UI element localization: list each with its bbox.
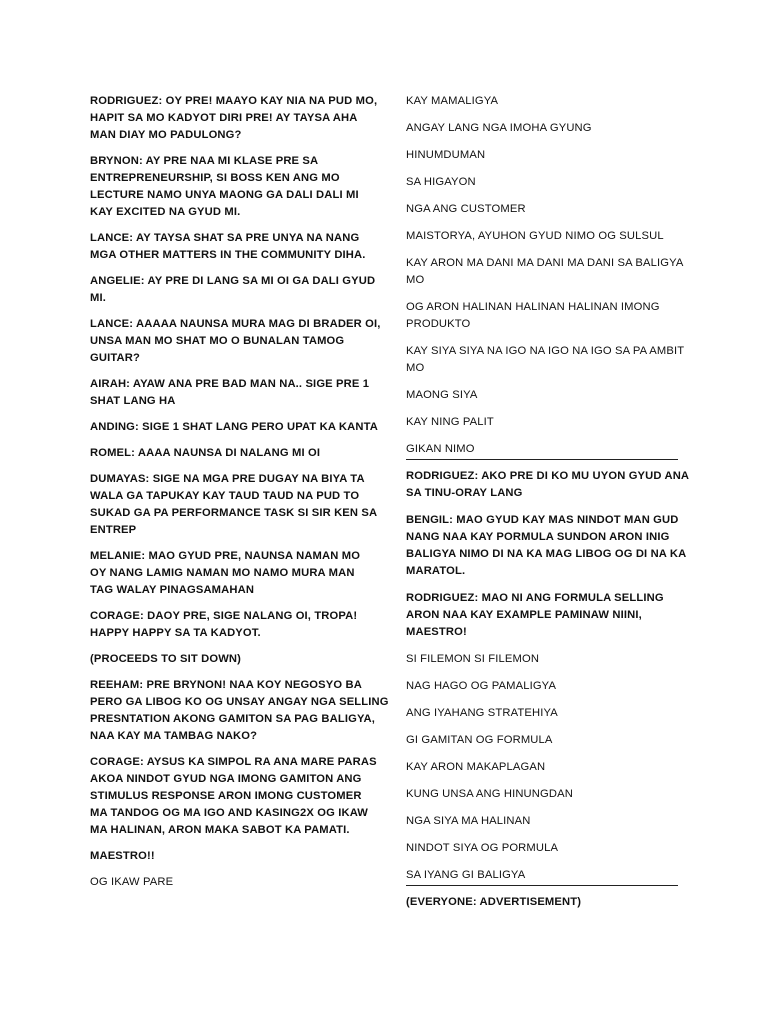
text-line: BENGIL: MAO GYUD KAY MAS NINDOT MAN GUD (406, 514, 679, 526)
text-line: AIRAH: AYAW ANA PRE BAD MAN NA.. SIGE PRE 1 (90, 378, 370, 390)
text-line: MELANIE: MAO GYUD PRE, NAUNSA NAMAN MO (90, 550, 361, 562)
right-lyric-line (406, 255, 684, 289)
text-line: LECTURE NAMO UNYA MAONG GA DALI DALI MI (90, 189, 359, 201)
text-line: ANG IYAHANG STRATEHIYA (406, 707, 558, 719)
text-line: RODRIGUEZ: AKO PRE DI KO MU UYON GYUD ANA (406, 470, 690, 482)
left-lyric-line (90, 874, 372, 891)
right-lyric-line (406, 786, 680, 803)
text-line: SA TINU-ORAY LANG (406, 487, 523, 499)
right-lyric-line (406, 651, 680, 668)
right-lyric-line (406, 201, 680, 218)
left-dialogue-line (90, 848, 372, 865)
left-dialogue-line (90, 651, 372, 668)
left-dialogue-line (90, 419, 379, 436)
text-line: ROMEL: AAAA NAUNSA DI NALANG MI OI (90, 447, 321, 459)
text-line: ENTREPRENEURSHIP, SI BOSS KEN ANG MO (90, 172, 340, 184)
text-line: HAPIT SA MO KADYOT DIRI PRE! AY TAYSA AHA (90, 112, 358, 124)
left-dialogue-line (90, 153, 372, 221)
right-lyric-line (406, 705, 680, 722)
left-dialogue-line (90, 754, 377, 839)
text-line: ANDING: SIGE 1 SHAT LANG PERO UPAT KA KANTA (90, 421, 379, 433)
text-line: BALIGYA NIMO DI NA KA MAG LIBOG OG DI NA KA (406, 548, 687, 560)
left-dialogue-line (90, 608, 372, 642)
text-line: KUNG UNSA ANG HINUNGDAN (406, 788, 573, 800)
text-line: AKOA NINDOT GYUD NGA IMONG GAMITON ANG (90, 773, 362, 785)
right-dialogue-line (406, 512, 687, 580)
right-lyric-line (406, 93, 680, 110)
text-line: NGA ANG CUSTOMER (406, 203, 526, 215)
text-line: GI GAMITAN OG FORMULA (406, 734, 553, 746)
right-lyric-line (406, 867, 678, 886)
text-line: WALA GA TAPUKAY KAY TAUD TAUD NA PUD TO (90, 490, 360, 502)
text-line: MA HALINAN, ARON MAKA SABOT KA PAMATI. (90, 824, 350, 836)
text-line: SUKAD GA PA PERFORMANCE TASK SI SIR KEN SA (90, 507, 378, 519)
text-line: MI. (90, 292, 106, 304)
right-lyric-line (406, 441, 678, 460)
text-line: ANGAY LANG NGA IMOHA GYUNG (406, 122, 592, 134)
text-line: NAG HAGO OG PAMALIGYA (406, 680, 557, 692)
text-line: MARATOL. (406, 565, 466, 577)
text-line: SHAT LANG HA (90, 395, 176, 407)
text-line: HINUMDUMAN (406, 149, 486, 161)
text-line: MGA OTHER MATTERS IN THE COMMUNITY DIHA. (90, 249, 366, 261)
text-line: PERO GA LIBOG KO OG UNSAY ANGAY NGA SELLING (90, 696, 389, 708)
text-line: DUMAYAS: SIGE NA MGA PRE DUGAY NA BIYA TA (90, 473, 365, 485)
text-line: OG ARON HALINAN HALINAN HALINAN IMONG (406, 301, 660, 313)
text-line: KAY EXCITED NA GYUD MI. (90, 206, 241, 218)
right-lyric-line (406, 759, 680, 776)
text-line: ANGELIE: AY PRE DI LANG SA MI OI GA DALI GYUD (90, 275, 376, 287)
text-line: MAONG SIYA (406, 389, 478, 401)
right-lyric-line (406, 678, 680, 695)
text-line: KAY NING PALIT (406, 416, 494, 428)
text-line: MO (406, 362, 425, 374)
text-line: UNSA MAN MO SHAT MO O BUNALAN TAMOG (90, 335, 345, 347)
left-dialogue-line (90, 93, 378, 144)
right-lyric-line (406, 299, 680, 333)
right-lyric-line (406, 228, 680, 245)
text-line: OY NANG LAMIG NAMAN MO NAMO MURA MAN (90, 567, 355, 579)
left-dialogue-line (90, 316, 381, 367)
text-line: CORAGE: AYSUS KA SIMPOL RA ANA MARE PARAS (90, 756, 377, 768)
text-line: RODRIGUEZ: MAO NI ANG FORMULA SELLING (406, 592, 664, 604)
text-line: ENTREP (90, 524, 137, 536)
text-line: MAN DIAY MO PADULONG? (90, 129, 242, 141)
text-line: RODRIGUEZ: OY PRE! MAAYO KAY NIA NA PUD MO, (90, 95, 378, 107)
text-line: LANCE: AY TAYSA SHAT SA PRE UNYA NA NANG (90, 232, 360, 244)
text-line: KAY SIYA SIYA NA IGO NA IGO NA IGO SA PA AMBIT (406, 345, 685, 357)
text-line: GIKAN NIMO (406, 443, 475, 455)
text-line: PRODUKTO (406, 318, 471, 330)
text-line: PRESNTATION AKONG GAMITON SA PAG BALIGYA, (90, 713, 376, 725)
right-dialogue-line (406, 590, 680, 641)
right-dialogue-line (406, 894, 680, 911)
right-dialogue-line (406, 468, 690, 502)
text-line: KAY ARON MA DANI MA DANI MA DANI SA BALIGYA (406, 257, 684, 269)
text-line: SI FILEMON SI FILEMON (406, 653, 540, 665)
right-lyric-line (406, 387, 680, 404)
left-dialogue-line (90, 548, 372, 599)
text-line: KAY ARON MAKAPLAGAN (406, 761, 546, 773)
text-line: (PROCEEDS TO SIT DOWN) (90, 653, 242, 665)
left-dialogue-line (90, 445, 372, 462)
script-left-column (90, 93, 389, 900)
text-line: OG IKAW PARE (90, 876, 174, 888)
left-dialogue-line (90, 273, 376, 307)
text-line: REEHAM: PRE BRYNON! NAA KOY NEGOSYO BA (90, 679, 362, 691)
right-lyric-line (406, 174, 680, 191)
right-lyric-line (406, 147, 680, 164)
text-line: MAESTRO!! (90, 850, 155, 862)
text-line: SA IYANG GI BALIGYA (406, 869, 526, 881)
text-line: ARON NAA KAY EXAMPLE PAMINAW NIINI, (406, 609, 642, 621)
text-line: MO (406, 274, 425, 286)
right-lyric-line (406, 414, 680, 431)
text-line: (EVERYONE: ADVERTISEMENT) (406, 896, 582, 908)
text-line: NANG NAA KAY PORMULA SUNDON ARON INIG (406, 531, 670, 543)
text-line: NINDOT SIYA OG PORMULA (406, 842, 559, 854)
text-line: STIMULUS RESPONSE ARON IMONG CUSTOMER (90, 790, 362, 802)
text-line: SA HIGAYON (406, 176, 476, 188)
script-right-column (406, 93, 690, 921)
text-line: TAG WALAY PINAGSAMAHAN (90, 584, 255, 596)
left-dialogue-line (90, 471, 378, 539)
text-line: MA TANDOG OG MA IGO AND KASING2X OG IKAW (90, 807, 369, 819)
text-line: BRYNON: AY PRE NAA MI KLASE PRE SA (90, 155, 319, 167)
text-line: GUITAR? (90, 352, 140, 364)
text-line: MAISTORYA, AYUHON GYUD NIMO OG SULSUL (406, 230, 664, 242)
right-lyric-line (406, 120, 680, 137)
text-line: NAA KAY MA TAMBAG NAKO? (90, 730, 258, 742)
text-line: KAY MAMALIGYA (406, 95, 499, 107)
text-line: CORAGE: DAOY PRE, SIGE NALANG OI, TROPA! (90, 610, 358, 622)
text-line: NGA SIYA MA HALINAN (406, 815, 531, 827)
left-dialogue-line (90, 376, 372, 410)
left-dialogue-line (90, 230, 372, 264)
text-line: HAPPY HAPPY SA TA KADYOT. (90, 627, 261, 639)
right-lyric-line (406, 343, 685, 377)
right-lyric-line (406, 813, 680, 830)
left-dialogue-line (90, 677, 389, 745)
text-line: MAESTRO! (406, 626, 467, 638)
right-lyric-line (406, 840, 680, 857)
right-lyric-line (406, 732, 680, 749)
text-line: LANCE: AAAAA NAUNSA MURA MAG DI BRADER OI, (90, 318, 381, 330)
